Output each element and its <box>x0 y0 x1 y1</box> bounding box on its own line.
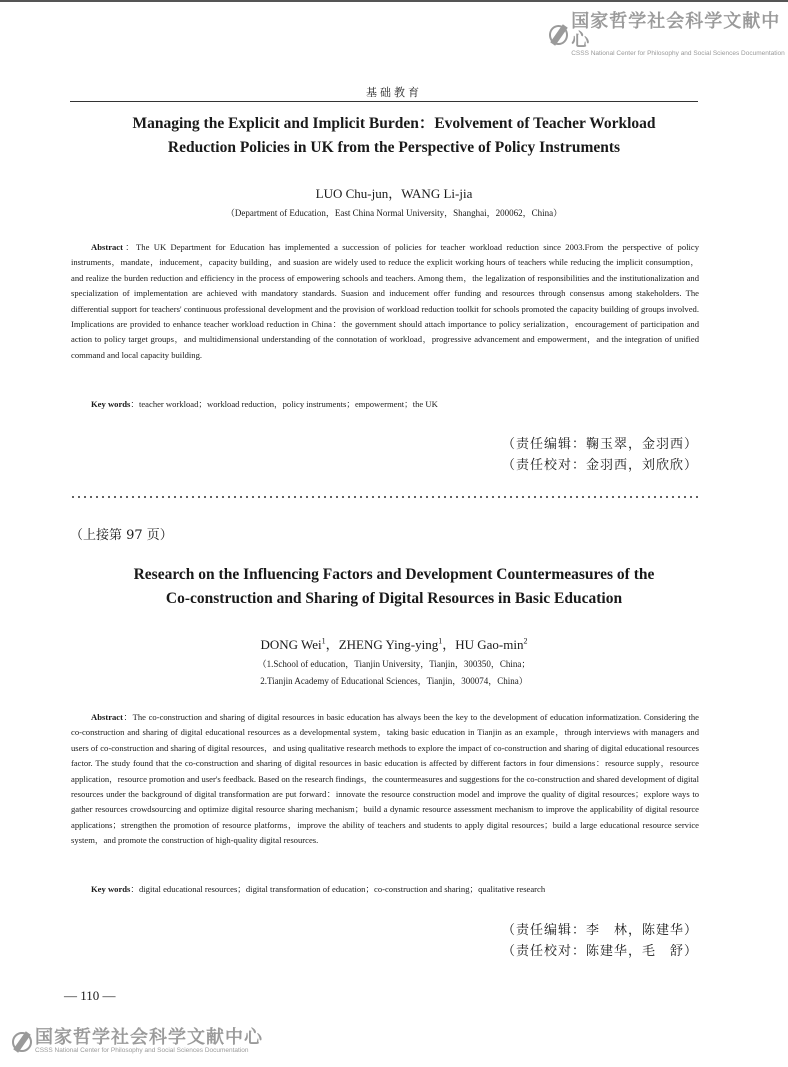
article1-authors: LUO Chu-jun，WANG Li-jia <box>315 186 473 201</box>
page-number: — 110 — <box>64 988 116 1003</box>
article2-author3-sup: 2 <box>523 636 528 646</box>
article1-proofreader: （责任校对：金羽西，刘欣欣） <box>501 458 698 473</box>
article2-keywords-label: Key words <box>91 884 131 894</box>
article1-editor: （责任编辑：鞠玉翠，金羽西） <box>501 437 698 452</box>
article1-title-line2: Reduction Policies in UK from the Perspective of Policy Instruments <box>167 139 621 156</box>
article2-author1: DONG Wei <box>260 637 322 652</box>
csss-logo-icon <box>12 1032 32 1052</box>
article1-abstract-label: Abstract <box>91 242 123 252</box>
article2-editors <box>430 920 698 962</box>
article2-author2: ZHENG Ying-ying <box>338 637 439 652</box>
article2-proofreader: （责任校对：陈建华，毛 舒） <box>501 944 698 959</box>
article2-affiliation2: 2.Tianjin Academy of Educational Sciences，Tianjin，300074，China） <box>260 676 528 686</box>
watermark-bottom <box>12 1028 263 1055</box>
article2-keywords-text: ：digital educational resources；digital transformation of education；co-construction and sharing；qualitative research <box>130 884 546 894</box>
article2-title-line2: Co-construction and Sharing of Digital Resources in Basic Education <box>165 590 623 607</box>
header-rule <box>70 101 698 102</box>
article1-keywords-text: ：teacher workload；workload reduction，policy instruments；empowerment；the UK <box>130 399 438 409</box>
csss-logo-icon <box>549 25 568 45</box>
article2-affiliation1: （1.School of education，Tianjin University，Tianjin，300350，China； <box>257 659 531 669</box>
article2-title-line1: Research on the Influencing Factors and Development Countermeasures of the <box>133 566 655 583</box>
watermark-cn-text: 国家哲学社会科学文献中心 <box>571 11 781 51</box>
section-header: 基础教育 <box>366 86 422 99</box>
article1-affiliation: （Department of Education，East China Normal University，Shanghai，200062，China） <box>225 208 563 218</box>
article2-abstract <box>71 710 699 849</box>
article1-keywords-label: Key words <box>91 399 131 409</box>
article-separator <box>70 496 698 498</box>
article2-sep2: ， <box>442 637 456 652</box>
article2-abstract-text: ：The co-construction and sharing of digital resources in basic education has always been the key to the development of education informatization. Considering the co-construction and sharing of digital educational resources as a developmental system，taking basic education in Tianjin as an example，through interviews with managers and users of co-construction and sharing of digital resources，and using qualitative research methods to explore the impact of co-construction and sharing of digital educational resources factor. The study found that the co-construction and sharing of digital resources in basic education is affected by different factors in four dimensions：resource supply，resource application，resource promotion and user's feedback. Based on the research findings，the countermeasures and suggestions for the co-construction and shared development of digital resources under the background of digital transformation are put forward：innovate the resource construction model and improve the quality of digital resources；explore ways to gather resources crowdsourcing and optimize digital resource sharing mechanism；build a dynamic resource assessment mechanism to improve the applicability of digital resource applications；strengthen the promotion of resource platforms，improve the ability of teachers and students to apply digital resources；build a large educational resource service system，and promote the construction of high-quality digital resources. <box>71 712 699 846</box>
article2-sep1: ， <box>325 637 339 652</box>
article1-title-line1: Managing the Explicit and Implicit Burden：Evolvement of Teacher Workload <box>132 115 656 132</box>
article2-authors <box>0 634 788 653</box>
article2-keywords <box>91 883 691 895</box>
article1-keywords <box>91 398 691 410</box>
watermark-en-text: CSSS National Center for Philosophy and Social Sciences Documentation <box>571 50 785 57</box>
article2-author1-sup: 1 <box>321 636 326 646</box>
article1-editors <box>430 434 698 476</box>
continued-from-note: （上接第 97 页） <box>70 528 173 543</box>
article2-author2-sup: 1 <box>438 636 443 646</box>
article1-abstract-text: ：The UK Department for Education has implemented a succession of policies for teacher workload reduction since 2003.From the perspective of policy instruments，mandate，inducement，capacity building，and suasion are widely used to reduce the explicit working hours of teachers while reducing the implicit consumption，and realize the burden reduction and efficiency in the process of empowering schools and teachers. Among them，the legalization of responsibilities and the institutionalization and specialization of implementation are achieved with mandatory standards. Suasion and inducement offer funding and resources through consensus among stakeholders. The differential support for teachers' continuous professional development and the provision of workload reduction toolkit for schools promoted the capacity building of groups involved. Implications are provided to enhance teacher workload reduction in China：the government should attach importance to policy serialization，encouragement of participation and action to policy target groups，and multidimensional understanding of the connotation of workload，progressive advancement and empowerment，and the integration of unified command and local capacity building. <box>71 242 699 360</box>
article1-title <box>60 112 728 160</box>
watermark-en-text: CSSS National Center for Philosophy and Social Sciences Documentation <box>35 1047 249 1054</box>
watermark-top <box>549 12 788 58</box>
watermark-cn-text: 国家哲学社会科学文献中心 <box>35 1027 263 1048</box>
article1-abstract <box>71 240 699 363</box>
article2-affiliation <box>0 656 788 690</box>
article2-author3: HU Gao-min <box>455 637 524 652</box>
article2-title <box>60 563 728 611</box>
article2-editor: （责任编辑：李 林，陈建华） <box>501 923 698 938</box>
top-border-line <box>0 0 788 2</box>
article2-abstract-label: Abstract <box>91 712 123 722</box>
